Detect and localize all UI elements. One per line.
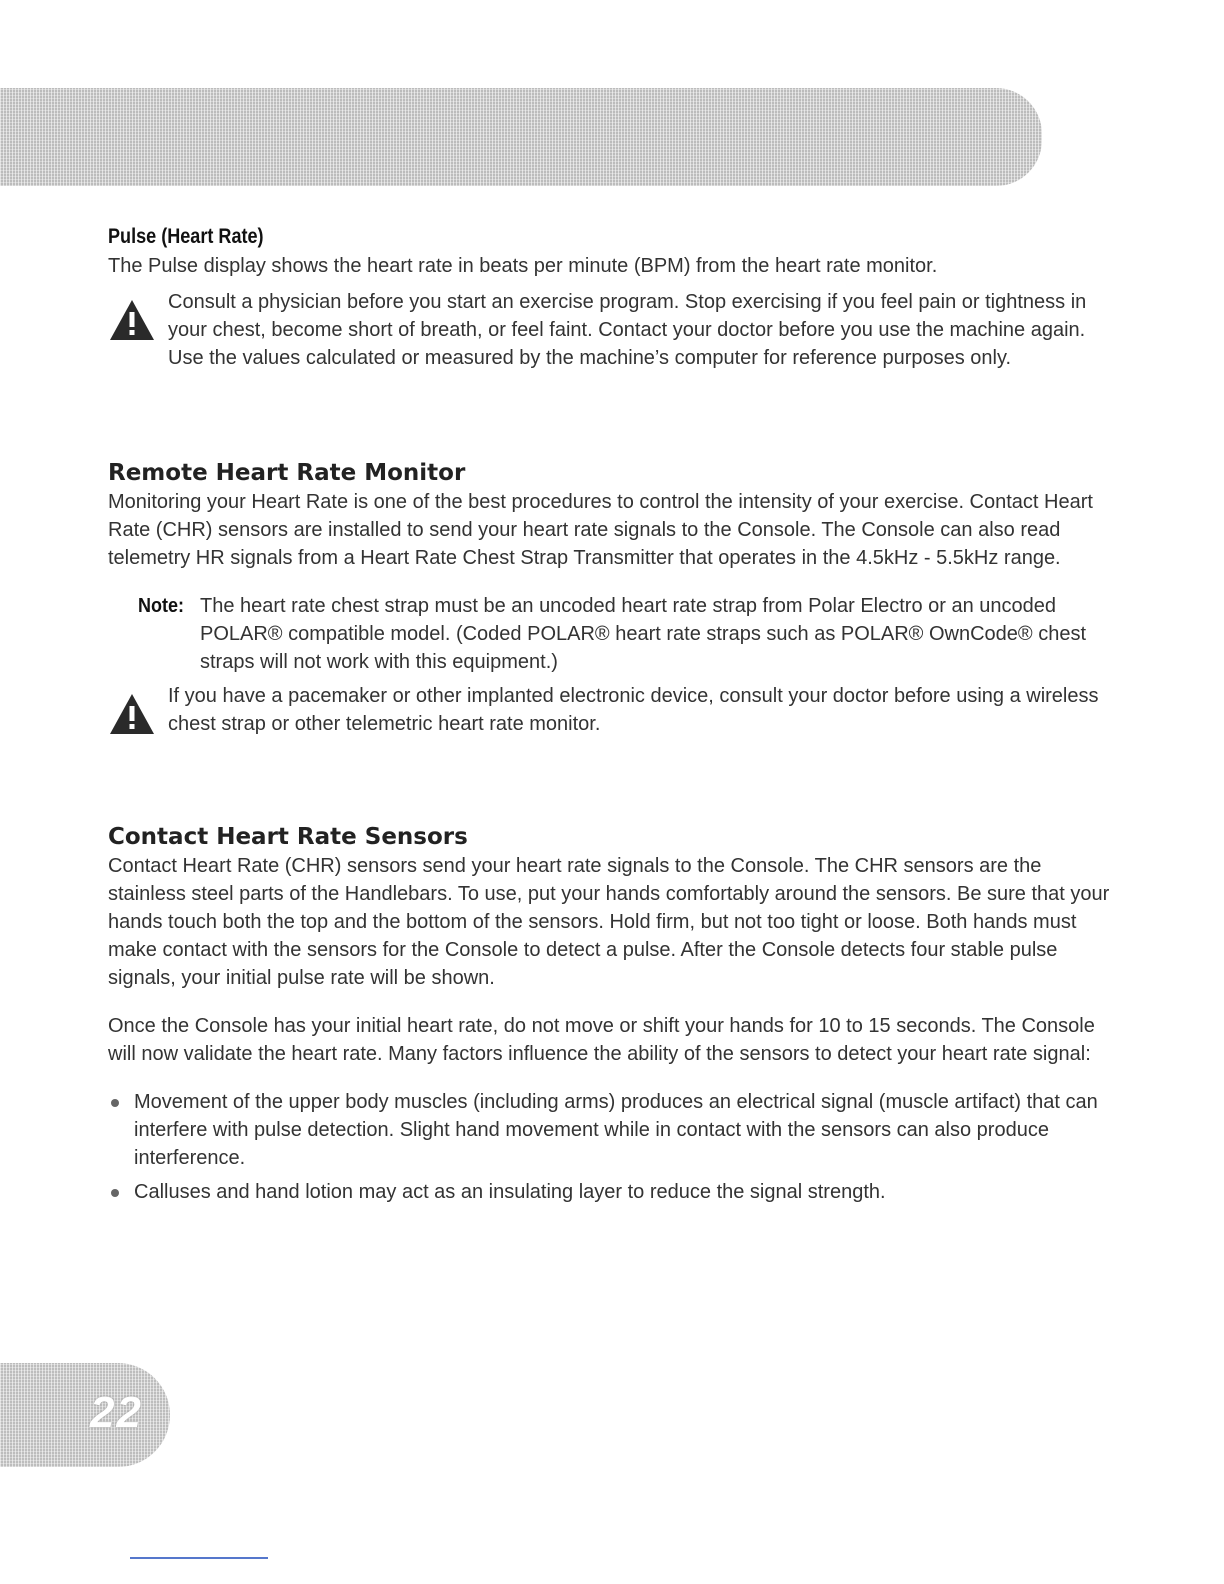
list-item-text: Movement of the upper body muscles (including arms) produces an electrical signal (muscle artifact) that can interfere with pulse detection. Slight hand movement while in contact with the sensors can also produce interference. [134, 1091, 1098, 1169]
pulse-description: The Pulse display shows the heart rate in beats per minute (BPM) from the heart rate monitor. [108, 255, 938, 277]
heading-remote-monitor: Remote Heart Rate Monitor [108, 460, 466, 486]
page-number: 22 [90, 1388, 143, 1437]
note-label: Note: [138, 595, 184, 617]
list-item [108, 1178, 1120, 1206]
section-contact-sensors [108, 822, 1120, 1206]
remote-warning [108, 682, 1120, 738]
note-text: The heart rate chest strap must be an uncoded heart rate strap from Polar Electro or an uncoded POLAR® compatible model. (Coded POLAR® heart rate straps such as POLAR® OwnCode® chest straps will not work with this equipment.) [200, 595, 1086, 673]
heading-contact-sensors: Contact Heart Rate Sensors [108, 824, 468, 850]
warning-triangle-icon [108, 298, 156, 342]
bullet-icon [111, 1099, 119, 1107]
remote-note [138, 592, 1120, 676]
pulse-warning-text: Consult a physician before you start an exercise program. Stop exercising if you feel pain or tightness in your chest, become short of breath, or feel faint. Contact your doctor before you use the machine again. Use the values calculated or measured by the machine’s computer for reference purposes only. [168, 291, 1087, 369]
contact-paragraph-2: Once the Console has your initial heart rate, do not move or shift your hands for 10 to 15 seconds. The Console will now validate the heart rate. Many factors influence the ability of the sensors to detect your heart rate signal: [108, 1015, 1095, 1065]
list-item-text: Calluses and hand lotion may act as an insulating layer to reduce the signal strength. [134, 1181, 886, 1203]
section-remote-monitor [108, 458, 1120, 738]
footer-rule [130, 1557, 268, 1559]
pulse-warning [108, 288, 1120, 372]
remote-warning-text: If you have a pacemaker or other implanted electronic device, consult your doctor before using a wireless chest strap or other telemetric heart rate monitor. [168, 685, 1099, 735]
remote-description: Monitoring your Heart Rate is one of the best procedures to control the intensity of your exercise. Contact Heart Rate (CHR) sensors are installed to send your heart rate signals to the Console. The Console can also read telemetry HR signals from a Heart Rate Chest Strap Transmitter that operates in the 4.5kHz - 5.5kHz range. [108, 491, 1093, 569]
header-decorative-band [0, 88, 1042, 186]
factor-list [108, 1088, 1120, 1206]
contact-paragraph-1: Contact Heart Rate (CHR) sensors send your heart rate signals to the Console. The CHR sensors are the stainless steel parts of the Handlebars. To use, put your hands comfortably around the sensors. Be sure that your hands touch both the top and the bottom of the sensors. Hold firm, but not too tight or loose. Both hands must make contact with the sensors for the Console to detect a pulse. After the Console detects four stable pulse signals, your initial pulse rate will be shown. [108, 855, 1110, 989]
section-pulse [108, 222, 1120, 372]
list-item [108, 1088, 1120, 1172]
bullet-icon [111, 1189, 119, 1197]
warning-triangle-icon [108, 692, 156, 736]
page-content [108, 222, 1120, 1206]
heading-pulse: Pulse (Heart Rate) [108, 225, 264, 248]
